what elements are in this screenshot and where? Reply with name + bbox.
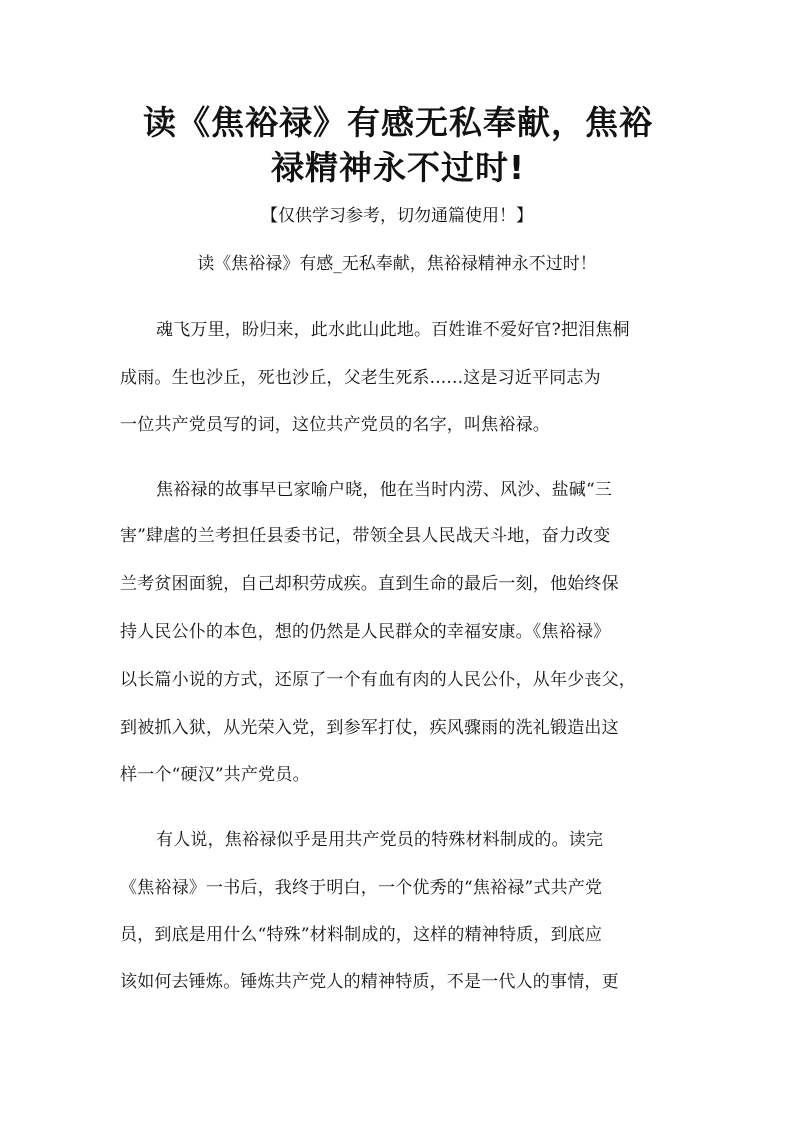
paragraph-2-line-5: 以长篇小说的方式，还原了一个有血有肉的人民公仆，从年少丧父， bbox=[120, 670, 636, 690]
document-subtitle: 读《焦裕禄》有感_无私奉献，焦裕禄精神永不过时！ bbox=[197, 254, 597, 274]
paragraph-1-line-2: 成雨。生也沙丘，死也沙丘，父老生死系......这是习近平同志为 bbox=[120, 368, 601, 388]
usage-note: 【仅供学习参考，切勿通篇使用！】 bbox=[261, 206, 533, 226]
paragraph-3-line-2: 《焦裕禄》一书后，我终于明白，一个优秀的“焦裕禄”式共产党 bbox=[120, 878, 603, 898]
paragraph-3-line-1: 有人说，焦裕禄似乎是用共产党员的特殊材料制成的。读完 bbox=[156, 830, 604, 850]
paragraph-1-line-3: 一位共产党员写的词，这位共产党员的名字，叫焦裕禄。 bbox=[120, 415, 550, 435]
paragraph-2-line-7: 样一个“硬汉”共产党员。 bbox=[120, 765, 310, 785]
document-title-line-2: 禄精神永不过时! bbox=[270, 148, 526, 187]
paragraph-2-line-1: 焦裕禄的故事早已家喻户晓，他在当时内涝、风沙、盐碱“三 bbox=[156, 480, 613, 500]
paragraph-2-line-6: 到被抓入狱，从光荣入党，到参军打仗，疾风骤雨的洗礼锻造出这 bbox=[120, 718, 619, 738]
paragraph-2-line-4: 持人民公仆的本色，想的仍然是人民群众的幸福安康。《焦裕禄》 bbox=[120, 622, 611, 642]
paragraph-3-line-4: 该如何去锤炼。锤炼共产党人的精神特质，不是一代人的事情，更 bbox=[120, 972, 619, 992]
document-title-line-1: 读《焦裕禄》有感无私奉献，焦裕 bbox=[143, 103, 653, 142]
paragraph-1-line-1: 魂飞万里，盼归来，此水此山此地。百姓谁不爱好官?把泪焦桐 bbox=[156, 320, 630, 340]
paragraph-2-line-2: 害”肆虐的兰考担任县委书记，带领全县人民战天斗地，奋力改变 bbox=[120, 526, 611, 546]
paragraph-2-line-3: 兰考贫困面貌，自己却积劳成疾。直到生命的最后一刻，他始终保 bbox=[120, 574, 619, 594]
paragraph-3-line-3: 员，到底是用什么“特殊”材料制成的，这样的精神特质，到底应 bbox=[120, 925, 603, 945]
